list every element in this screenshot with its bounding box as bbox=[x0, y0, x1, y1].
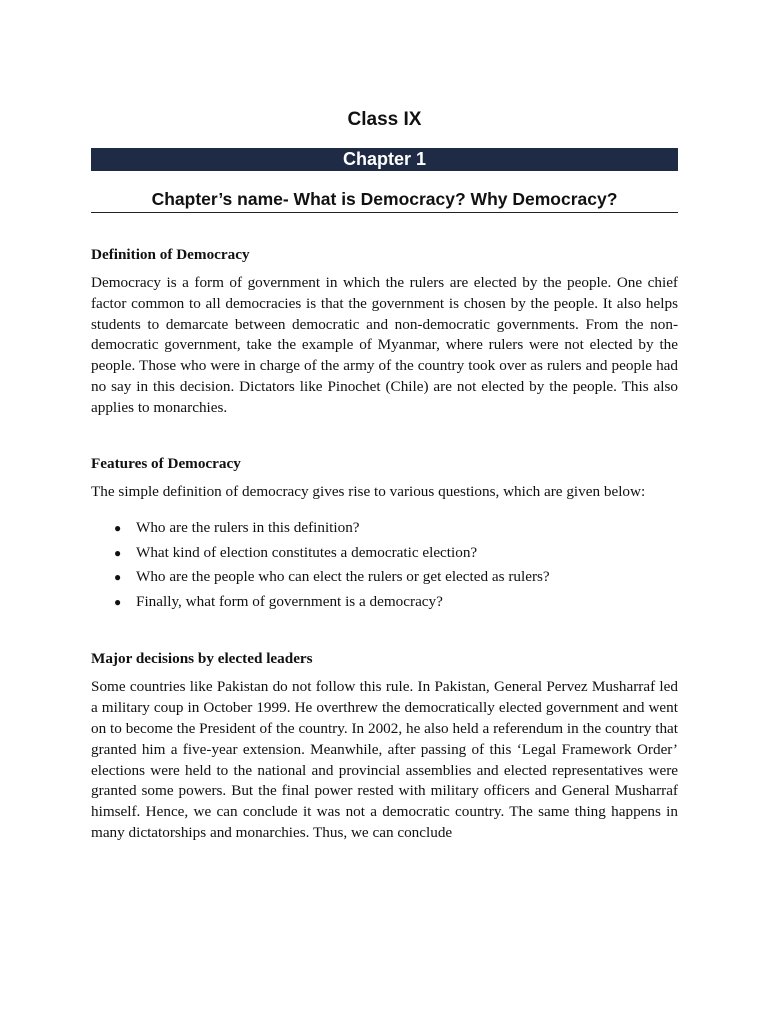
bullet-icon: ● bbox=[114, 545, 122, 560]
features-question-list bbox=[91, 516, 678, 614]
bullet-icon: ● bbox=[114, 570, 122, 585]
section-heading-decisions: Major decisions by elected leaders bbox=[91, 650, 313, 668]
list-item: ● Who are the people who can elect the rulers or get elected as rulers? bbox=[91, 565, 678, 590]
features-paragraph: The simple definition of democracy gives rise to various questions, which are given below: bbox=[91, 482, 646, 500]
decisions-paragraph: Some countries like Pakistan do not follow this rule. In Pakistan, General Pervez Musharraf led a military coup in October 1999. He overthrew the democratically elected government and went on to become the President of the country. In 2002, he also held a referendum in the country that granted him a five-year extension. Meanwhile, after passing of this ‘Legal Framework Order’ elections were held to the national and provincial assemblies and elected representatives were granted some powers. But the final power rested with military officers and General Musharraf himself. Hence, we can conclude it was not a democratic country. The same thing happens in many dictatorships and monarchies. Thus, we can conclude bbox=[91, 678, 678, 841]
bullet-icon: ● bbox=[114, 594, 122, 609]
list-item: ● Finally, what form of government is a democracy? bbox=[91, 590, 678, 615]
list-item: ● What kind of election constitutes a democratic election? bbox=[91, 541, 678, 566]
chapter-name-heading: Chapter’s name- What is Democracy? Why Democracy? bbox=[91, 188, 678, 213]
chapter-banner: Chapter 1 bbox=[91, 148, 678, 171]
list-item: ● Who are the rulers in this definition? bbox=[91, 516, 678, 541]
document-body bbox=[91, 245, 678, 844]
bullet-icon: ● bbox=[114, 521, 122, 536]
class-title: Class IX bbox=[347, 109, 422, 130]
definition-paragraph: Democracy is a form of government in which the rulers are elected by the people. One chief factor common to all democracies is that the government is chosen by the people. It also helps students to demarcate between democratic and non-democratic governments. From the non-democratic government, take the example of Myanmar, where rulers were not elected by the people. Those who were in charge of the army of the country took over as rulers and people had no say in this decision. Dictators like Pinochet (Chile) are not elected by the people. This also applies to monarchies. bbox=[91, 274, 678, 416]
section-heading-features: Features of Democracy bbox=[91, 454, 241, 472]
section-heading-definition: Definition of Democracy bbox=[91, 246, 250, 263]
